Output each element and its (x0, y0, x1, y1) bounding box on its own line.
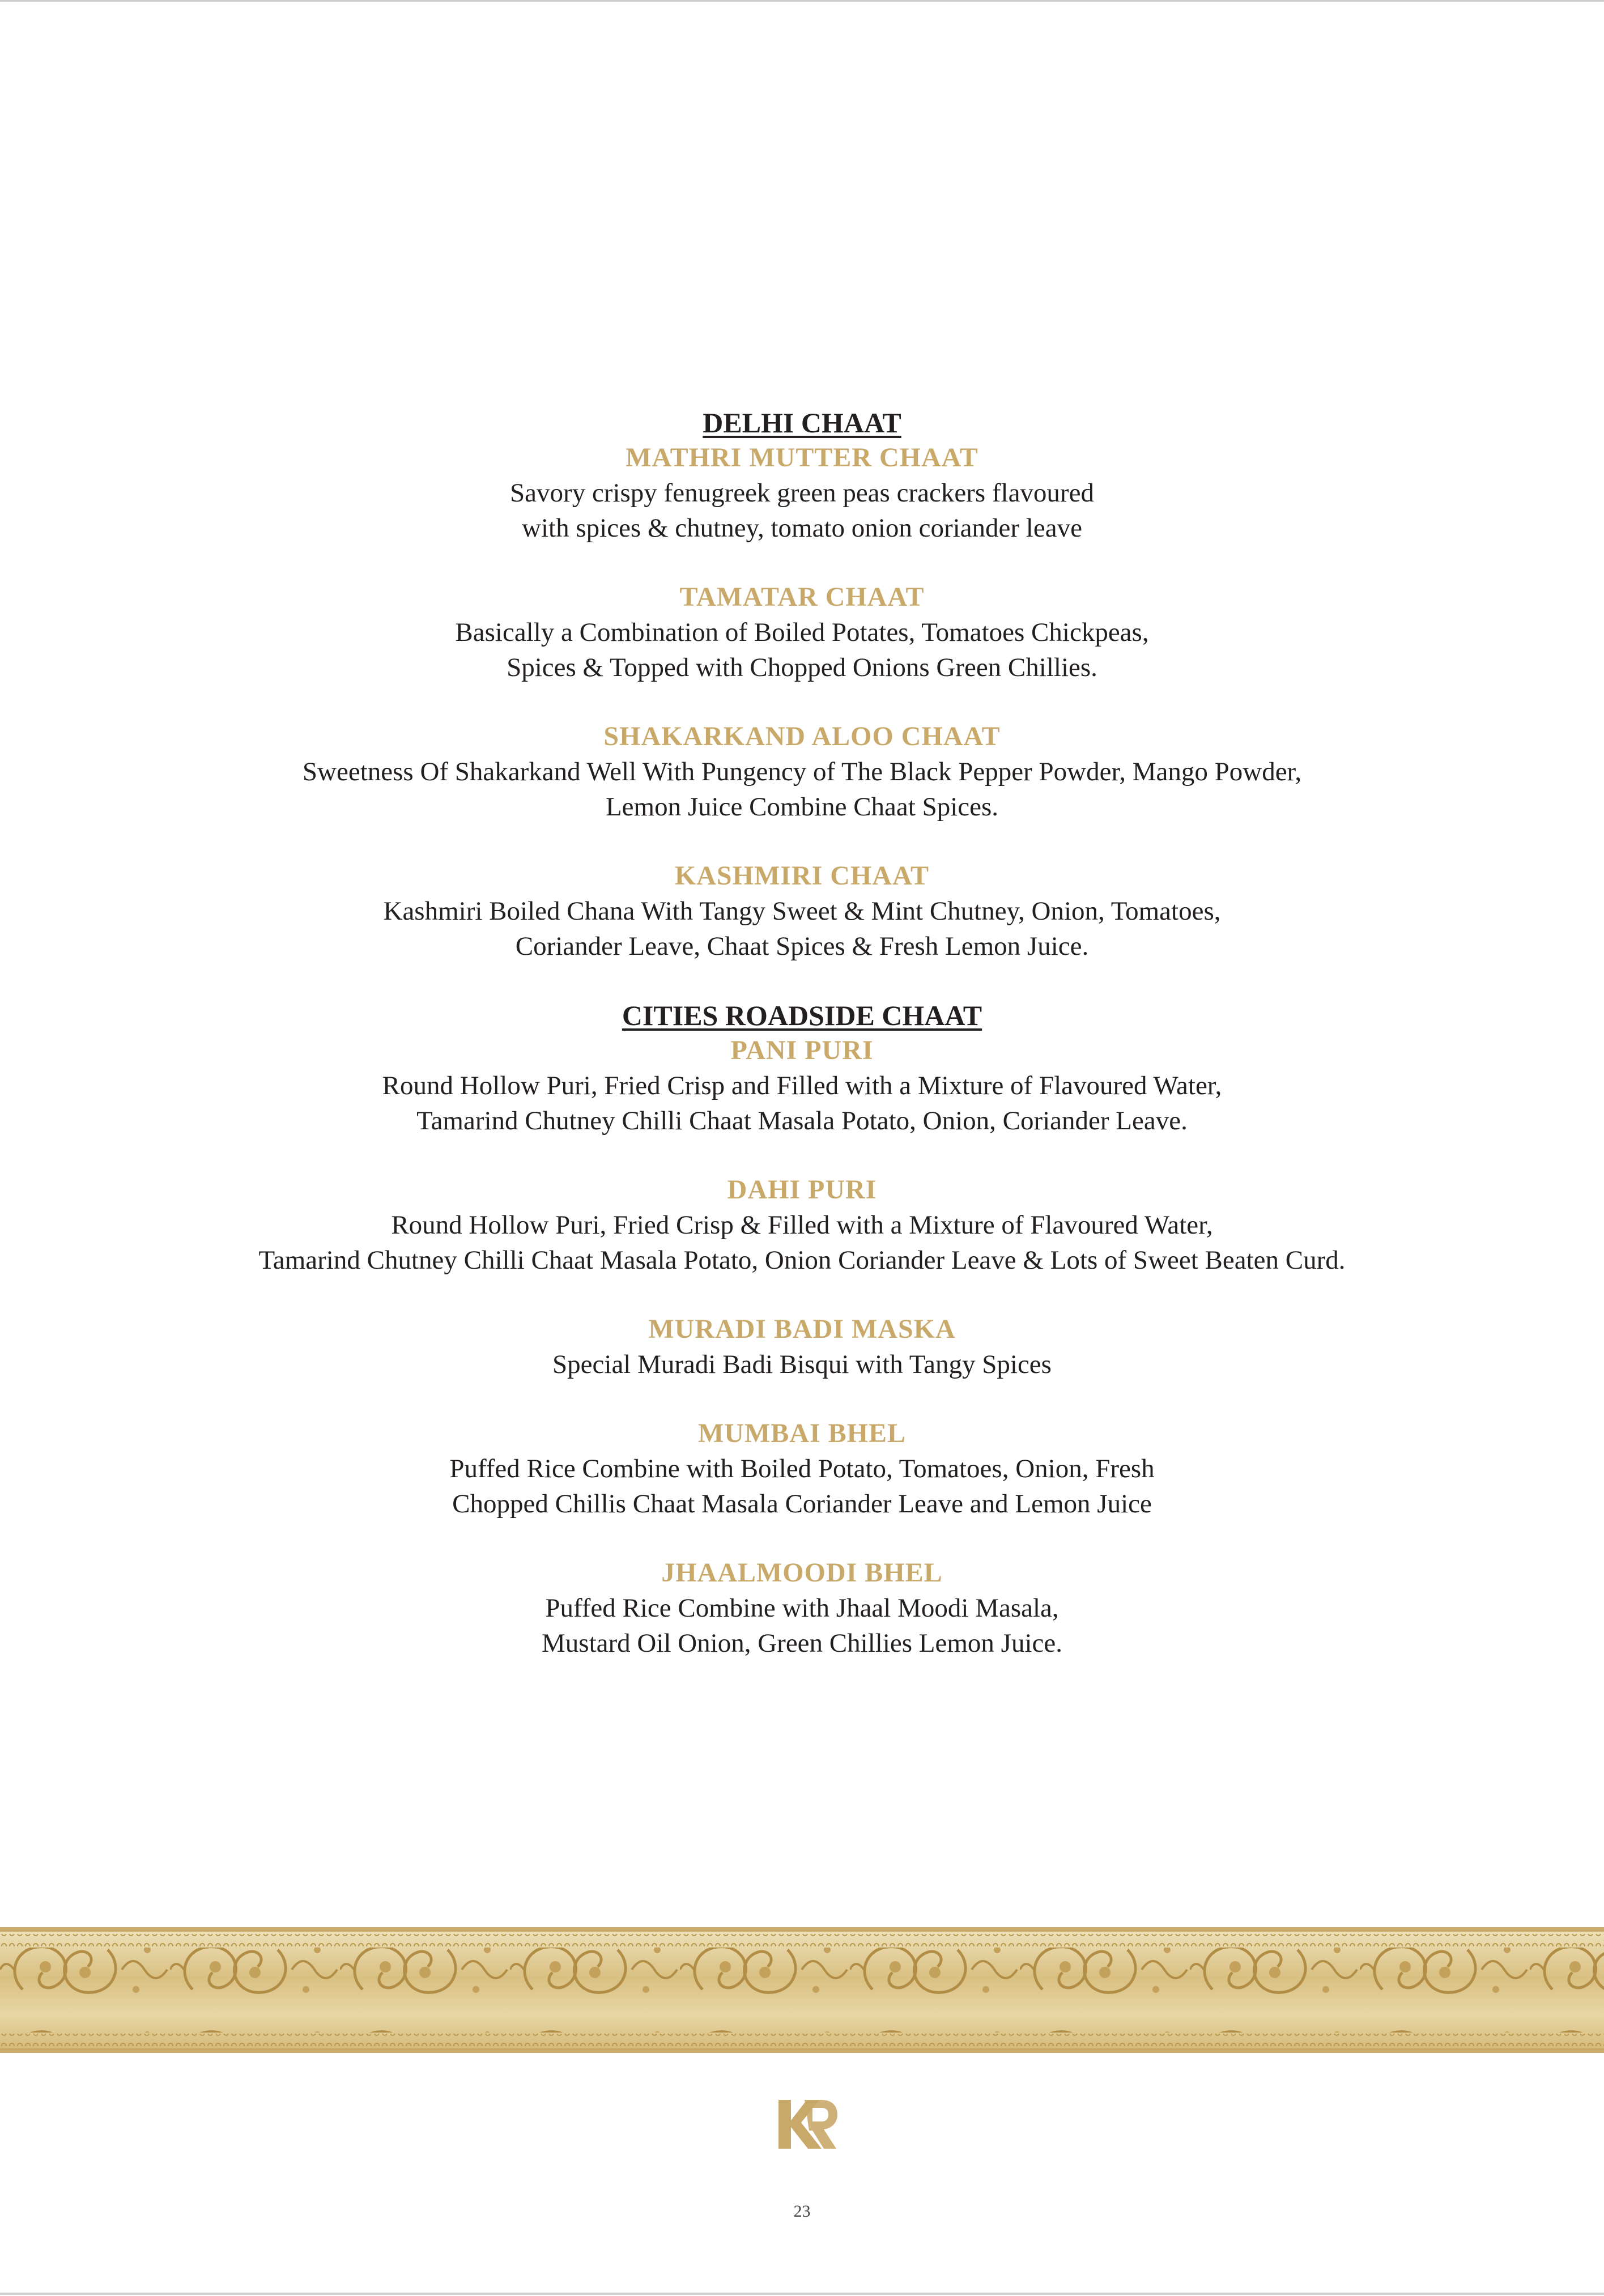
menu-item (0, 1312, 1604, 1382)
dish-name: DAHI PURI (727, 1175, 877, 1205)
dish-description-line: Basically a Combination of Boiled Potates, Tomatoes Chickpeas, (455, 618, 1149, 647)
dish-description-line: Tamarind Chutney Chilli Chaat Masala Potato, Onion, Coriander Leave. (416, 1106, 1188, 1136)
dish-description-line: Puffed Rice Combine with Jhaal Moodi Masala, (545, 1593, 1059, 1623)
dish-description-line: Sweetness Of Shakarkand Well With Pungency of The Black Pepper Powder, Mango Powder, (302, 757, 1302, 786)
menu-section (0, 405, 1604, 964)
dish-description-line: Kashmiri Boiled Chana With Tangy Sweet & Mint Chutney, Onion, Tomatoes, (383, 896, 1221, 926)
page-number: 23 (793, 2202, 811, 2221)
menu-item (0, 440, 1604, 546)
dish-name: MUMBAI BHEL (697, 1418, 906, 1448)
menu-content (0, 405, 1604, 1695)
dish-description-line: Lemon Juice Combine Chaat Spices. (605, 792, 999, 822)
menu-item (0, 1416, 1604, 1521)
top-rule (0, 0, 1604, 2)
dish-name: TAMATAR CHAAT (679, 582, 925, 612)
dish-description-line: Spices & Topped with Chopped Onions Green Chillies. (507, 653, 1097, 682)
decorative-border (0, 1927, 1604, 2053)
menu-section (0, 998, 1604, 1661)
dish-name: MURADI BADI MASKA (648, 1314, 956, 1344)
dish-description-line: Special Muradi Badi Bisqui with Tangy Spices (552, 1350, 1052, 1379)
menu-item (0, 1172, 1604, 1278)
menu-item (0, 1033, 1604, 1138)
menu-item (0, 580, 1604, 685)
menu-item (0, 1555, 1604, 1661)
dish-description-line: with spices & chutney, tomato onion coriander leave (522, 513, 1082, 543)
bottom-rule (0, 2293, 1604, 2295)
dish-name: KASHMIRI CHAAT (674, 861, 930, 891)
dish-name: PANI PURI (730, 1035, 874, 1065)
dish-description-line: Mustard Oil Onion, Green Chillies Lemon Juice. (542, 1629, 1062, 1658)
dish-description-line: Round Hollow Puri, Fried Crisp and Filled with a Mixture of Flavoured Water, (382, 1071, 1222, 1100)
dish-description-line: Tamarind Chutney Chilli Chaat Masala Potato, Onion Coriander Leave & Lots of Sweet Beaten Curd. (258, 1245, 1346, 1275)
dish-description-line: Round Hollow Puri, Fried Crisp & Filled with a Mixture of Flavoured Water, (391, 1210, 1213, 1240)
dish-description-line: Chopped Chillis Chaat Masala Coriander Leave and Lemon Juice (452, 1489, 1152, 1519)
menu-item (0, 719, 1604, 824)
kr-logo-icon (776, 2098, 839, 2151)
dish-description-line: Coriander Leave, Chaat Spices & Fresh Lemon Juice. (515, 932, 1089, 961)
paisley-border-pattern (0, 1927, 1604, 2053)
dish-description-line: Savory crispy fenugreek green peas crackers flavoured (510, 478, 1094, 508)
dish-name: MATHRI MUTTER CHAAT (626, 443, 978, 473)
section-title: DELHI CHAAT (703, 407, 901, 439)
dish-description-line: Puffed Rice Combine with Boiled Potato, Tomatoes, Onion, Fresh (449, 1454, 1155, 1483)
dish-name: JHAALMOODI BHEL (661, 1558, 943, 1588)
dish-name: SHAKARKAND ALOO CHAAT (603, 721, 1001, 751)
menu-item (0, 858, 1604, 964)
section-title: CITIES ROADSIDE CHAAT (622, 1000, 982, 1031)
